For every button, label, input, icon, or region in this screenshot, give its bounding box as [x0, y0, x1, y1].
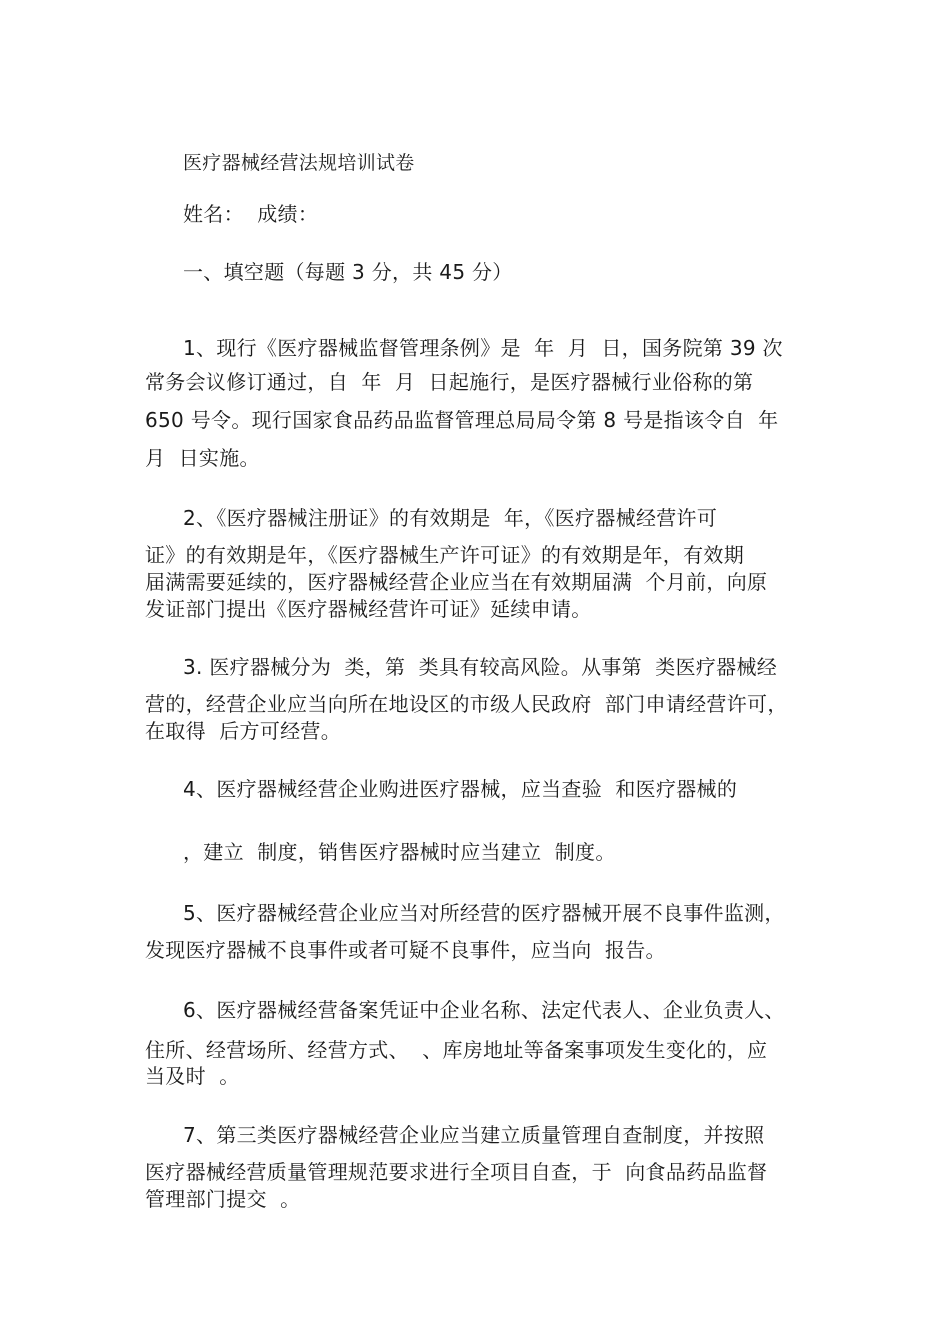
question-6-line-2: 住所、经营场所、经营方式、 、库房地址等备案事项发生变化的，应	[145, 1038, 768, 1062]
question-3-line-2: 营的，经营企业应当向所在地设区的市级人民政府 部门申请经营许可，	[145, 692, 788, 716]
question-1-line-3: 650 号令。现行国家食品药品监督管理总局局令第 8 号是指该令自 年	[145, 408, 779, 432]
question-1-line-1: 1、现行《医疗器械监督管理条例》是 年 月 日，国务院第 39 次	[183, 336, 783, 360]
question-4-line-1: 4、医疗器械经营企业购进医疗器械，应当查验 和医疗器械的	[183, 777, 738, 801]
question-2-line-3: 届满需要延续的，医疗器械经营企业应当在有效期届满 个月前，向原	[145, 570, 768, 594]
question-3-line-1: 3. 医疗器械分为 类，第 类具有较高风险。从事第 类医疗器械经	[183, 655, 778, 679]
question-3-line-3: 在取得 后方可经营。	[145, 719, 342, 743]
question-7-line-2: 医疗器械经营质量管理规范要求进行全项目自查，于 向食品药品监督	[145, 1160, 768, 1184]
question-2-line-4: 发证部门提出《医疗器械经营许可证》延续申请。	[145, 597, 592, 621]
question-5-line-2: 发现医疗器械不良事件或者可疑不良事件，应当向 报告。	[145, 938, 666, 962]
question-4-line-2: ，建立 制度，销售医疗器械时应当建立 制度。	[183, 840, 616, 864]
question-7-line-3: 管理部门提交 。	[145, 1187, 301, 1211]
question-7-line-1: 7、第三类医疗器械经营企业应当建立质量管理自查制度，并按照	[183, 1123, 765, 1147]
question-6-line-3: 当及时 。	[145, 1064, 240, 1088]
exam-title: 医疗器械经营法规培训试卷	[183, 152, 415, 174]
question-2-line-1: 2、《医疗器械注册证》的有效期是 年，《医疗器械经营许可	[183, 506, 718, 530]
question-5-line-1: 5、医疗器械经营企业应当对所经营的医疗器械开展不良事件监测，	[183, 901, 785, 925]
name-score-line: 姓名： 成绩：	[183, 202, 319, 226]
question-1-line-2: 常务会议修订通过，自 年 月 日起施行，是医疗器械行业俗称的第	[145, 370, 754, 394]
section-heading: 一、填空题（每题 3 分，共 45 分）	[183, 260, 513, 284]
question-2-line-2: 证》的有效期是年，《医疗器械生产许可证》的有效期是年，有效期	[145, 543, 744, 567]
question-6-line-1: 6、医疗器械经营备案凭证中企业名称、法定代表人、企业负责人、	[183, 998, 785, 1022]
question-1-line-4: 月 日实施。	[145, 446, 260, 470]
